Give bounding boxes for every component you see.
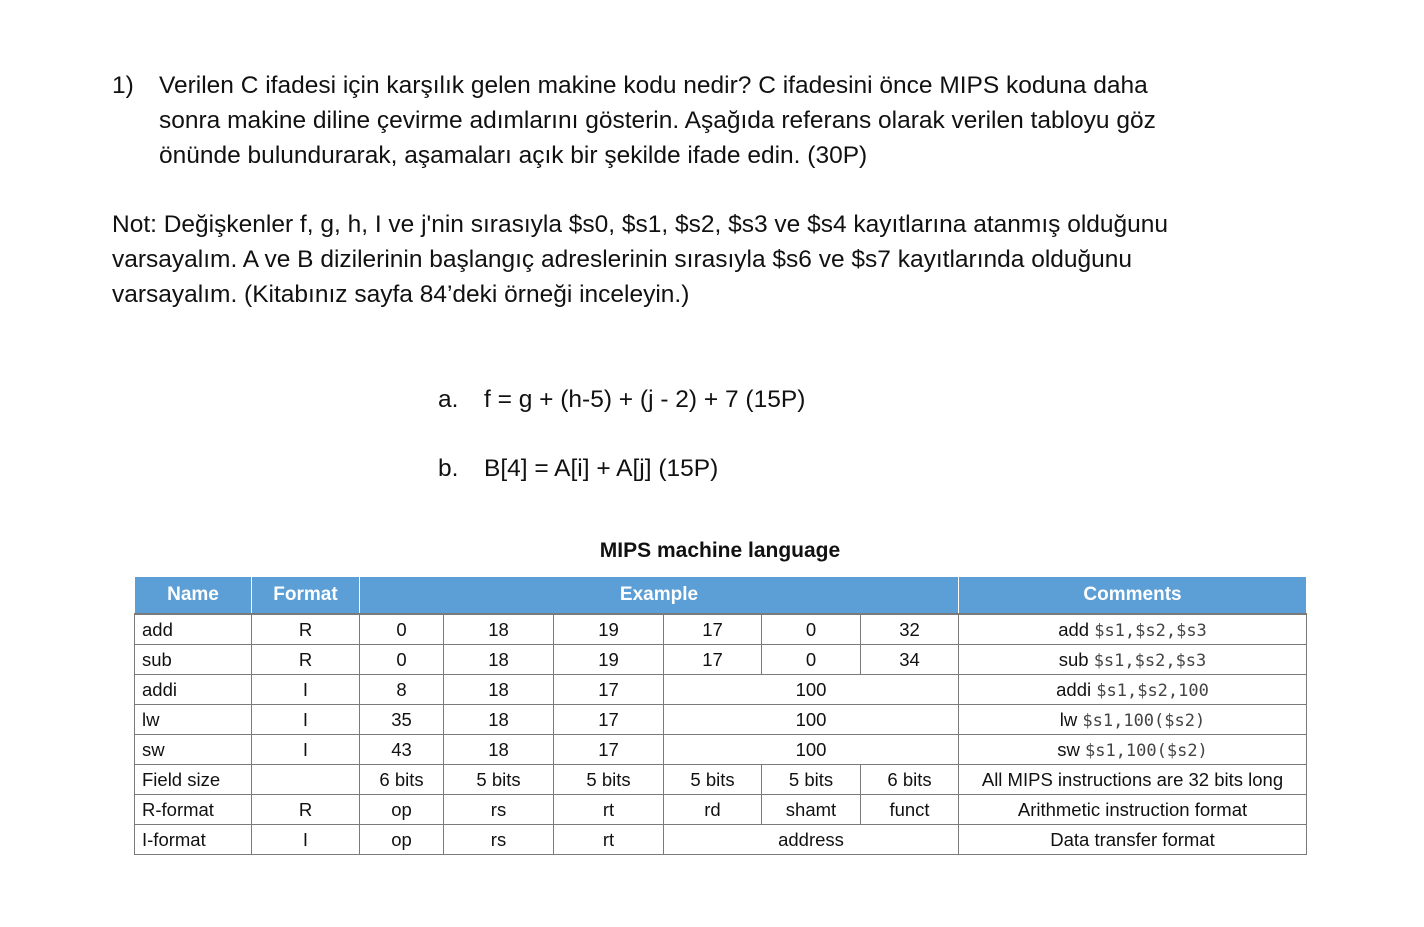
header-example: Example [360,577,959,615]
cell-field: 19 [554,645,664,675]
cell-field: 35 [360,705,444,735]
cell-field: 19 [554,614,664,645]
note-paragraph [112,207,1312,312]
cell-format: I [252,825,360,855]
cell-field: 17 [664,614,762,645]
cell-field: 32 [861,614,959,645]
cell-format: I [252,675,360,705]
comment-op: lw [1059,708,1078,730]
cell-field: 0 [762,645,861,675]
cell-field: 100 [664,735,959,765]
table-row-addi [135,675,1307,705]
comment-op: sw [1057,738,1080,760]
cell-format: R [252,645,360,675]
cell-field: 100 [664,705,959,735]
cell-name: R-format [135,795,252,825]
cell-field: 6 bits [360,765,444,795]
comment-args: $s1,100($s2) [1082,710,1206,731]
cell-field: rt [554,795,664,825]
table-row-add [135,614,1307,645]
subquestion-label: a. [438,386,459,413]
cell-field: op [360,825,444,855]
cell-name: add [135,614,252,645]
cell-field: 17 [554,705,664,735]
cell-field: 0 [360,614,444,645]
header-comments: Comments [959,577,1307,615]
cell-format: R [252,614,360,645]
cell-name: sub [135,645,252,675]
cell-field: 100 [664,675,959,705]
cell-field: address [664,825,959,855]
cell-name: lw [135,705,252,735]
cell-name: I-format [135,825,252,855]
cell-field: rs [444,795,554,825]
subquestion-expression: f = g + (h-5) + (j - 2) + 7 (15P) [484,386,806,413]
table-row-sw [135,735,1307,765]
table-title: MIPS machine language [599,539,841,562]
header-name: Name [135,577,252,615]
question-text [159,68,1332,173]
question-number: 1) [112,72,134,99]
cell-comment: All MIPS instructions are 32 bits long [959,765,1307,795]
header-format: Format [252,577,360,615]
cell-field: 5 bits [762,765,861,795]
table-row-r-format [135,795,1307,825]
comment-args: $s1,$s2,$s3 [1093,650,1207,671]
cell-field: 0 [762,614,861,645]
mips-machine-language-table [134,576,1307,855]
cell-field: 18 [444,645,554,675]
cell-comment [959,645,1307,675]
comment-args: $s1,$s2,100 [1096,680,1209,701]
cell-format: R [252,795,360,825]
comment-op: add [1058,618,1090,640]
question-line: sonra makine diline çevirme adımlarını gösterin. Aşağıda referans olarak verilen tabloyu göz [159,107,1156,134]
question-line: önünde bulundurarak, aşamaları açık bir şekilde ifade edin. (30P) [159,142,868,169]
cell-format: I [252,705,360,735]
cell-field: 5 bits [664,765,762,795]
comment-op: sub [1058,648,1089,670]
cell-field: 18 [444,705,554,735]
subquestion-b [438,451,718,486]
question-1 [112,68,1332,173]
table-row-i-format [135,825,1307,855]
cell-field: 34 [861,645,959,675]
note-line: varsayalım. A ve B dizilerinin başlangıç adreslerinin sırasıyla $s6 ve $s7 kayıtlarında olduğunu [112,246,1133,273]
cell-field: 0 [360,645,444,675]
comment-op: addi [1056,678,1092,700]
cell-field: rd [664,795,762,825]
cell-field: shamt [762,795,861,825]
cell-comment [959,735,1307,765]
subquestion-a [438,382,805,417]
cell-field: 18 [444,675,554,705]
comment-args: $s1,100($s2) [1084,740,1208,761]
question-line: Verilen C ifadesi için karşılık gelen makine kodu nedir? C ifadesini önce MIPS koduna daha [159,72,1148,99]
note-line: varsayalım. (Kitabınız sayfa 84’deki örneği inceleyin.) [112,281,690,308]
cell-field: 17 [554,675,664,705]
note-line: Not: Değişkenler f, g, h, I ve j'nin sırasıyla $s0, $s1, $s2, $s3 ve $s4 kayıtlarına atanmış olduğunu [112,211,1169,238]
cell-field: funct [861,795,959,825]
cell-name: sw [135,735,252,765]
cell-name: Field size [135,765,252,795]
table-row-field-size [135,765,1307,795]
cell-comment [959,614,1307,645]
cell-comment: Data transfer format [959,825,1307,855]
cell-field: 5 bits [444,765,554,795]
cell-field: rt [554,825,664,855]
cell-field: rs [444,825,554,855]
cell-comment [959,705,1307,735]
cell-field: 18 [444,735,554,765]
table-row-sub [135,645,1307,675]
table-row-lw [135,705,1307,735]
cell-name: addi [135,675,252,705]
cell-field: 17 [554,735,664,765]
cell-field: op [360,795,444,825]
subquestion-label: b. [438,455,459,482]
cell-field: 18 [444,614,554,645]
cell-field: 17 [664,645,762,675]
cell-comment: Arithmetic instruction format [959,795,1307,825]
cell-field: 43 [360,735,444,765]
table-header-row [135,577,1307,615]
comment-args: $s1,$s2,$s3 [1094,620,1207,641]
cell-format [252,765,360,795]
cell-field: 8 [360,675,444,705]
cell-format: I [252,735,360,765]
cell-field: 5 bits [554,765,664,795]
cell-comment [959,675,1307,705]
subquestion-expression: B[4] = A[i] + A[j] (15P) [484,455,719,482]
cell-field: 6 bits [861,765,959,795]
